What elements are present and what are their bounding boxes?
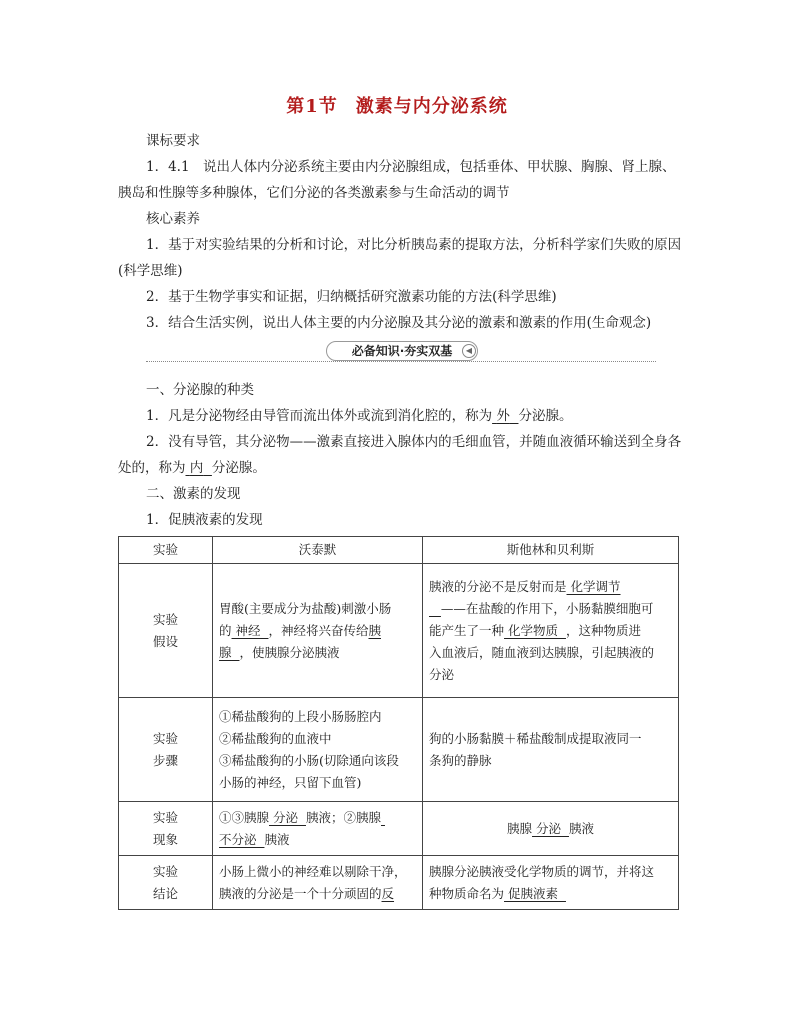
table-row [119,802,679,856]
page-title [0,92,794,118]
table-row [119,856,679,910]
dotted-divider [146,361,656,362]
section2-heading: 二、激素的发现 [146,486,241,502]
starling-cell: 胰腺 分泌 胰液 [423,802,679,856]
wertheimer-cell: ①③胰腺 分泌 胰液；②胰腺 不分泌 胰液 [213,802,423,856]
section-number: 第1节 [286,96,338,117]
experiment-table [118,536,679,910]
literacy-heading: 核心素养 [146,211,200,227]
banner-label: 必备知识·夯实双基 [326,341,478,361]
row-label: 实验 假设 [119,564,213,698]
table-header-row [119,537,679,564]
starling-cell: 胰腺分泌胰液受化学物质的调节，并将这 种物质命名为 促胰液素 [423,856,679,910]
section1-heading: 一、分泌腺的种类 [146,382,254,398]
section1-p2-line2: 处的，称为 内 分泌腺。 [118,460,266,476]
standards-item-line1: 1．4.1 说出人体内分泌系统主要由内分泌腺组成，包括垂体、甲状腺、胸腺、肾上腺、 [146,159,676,175]
table-row [119,564,679,698]
standards-item-line2: 胰岛和性腺等多种腺体，它们分泌的各类激素参与生命活动的调节 [118,185,510,201]
row-label: 实验 步骤 [119,698,213,802]
rewind-icon: ◀ [462,344,476,358]
starling-cell: 胰液的分泌不是反射而是 化学调节 ——在盐酸的作用下，小肠黏膜细胞可 能产生了一种 化学物质 ，这种物质进 入血液后，随血液到达胰腺，引起胰液的 分泌 [423,564,679,698]
section-title: 激素与内分泌系统 [355,96,508,117]
section2-sub1: 1．促胰液素的发现 [146,512,263,528]
wertheimer-cell: 胃酸(主要成分为盐酸)刺激小肠 的 神经 ，神经将兴奋传给胰 腺 ，使胰腺分泌胰液 [213,564,423,698]
standards-heading: 课标要求 [146,133,200,149]
section-banner [146,340,656,362]
literacy-item1-line1: 1．基于对实验结果的分析和讨论，对比分析胰岛素的提取方法，分析科学家们失败的原因 [146,237,682,253]
starling-cell: 狗的小肠黏膜＋稀盐酸制成提取液同一 条狗的静脉 [423,698,679,802]
row-label: 实验 现象 [119,802,213,856]
wertheimer-cell: ①稀盐酸狗的上段小肠肠腔内 ②稀盐酸狗的血液中 ③稀盐酸狗的小肠(切除通向该段 小肠的神经，只留下血管) [213,698,423,802]
header-experiment: 实验 [119,537,213,564]
header-wertheimer: 沃泰默 [213,537,423,564]
section1-p1: 1．凡是分泌物经由导管而流出体外或流到消化腔的，称为 外 分泌腺。 [146,408,573,424]
wertheimer-cell: 小肠上微小的神经难以剔除干净， 胰液的分泌是一个十分顽固的反 [213,856,423,910]
literacy-item2: 2．基于生物学事实和证据，归纳概括研究激素功能的方法(科学思维) [146,289,557,305]
literacy-item3: 3．结合生活实例，说出人体主要的内分泌腺及其分泌的激素和激素的作用(生命观念) [146,315,652,331]
header-starling-bayliss: 斯他林和贝利斯 [423,537,679,564]
table-row [119,698,679,802]
section1-p2-line1: 2．没有导管，其分泌物——激素直接进入腺体内的毛细血管，并随血液循环输送到全身各 [146,434,682,450]
literacy-item1-line2: (科学思维) [118,263,183,279]
row-label: 实验 结论 [119,856,213,910]
